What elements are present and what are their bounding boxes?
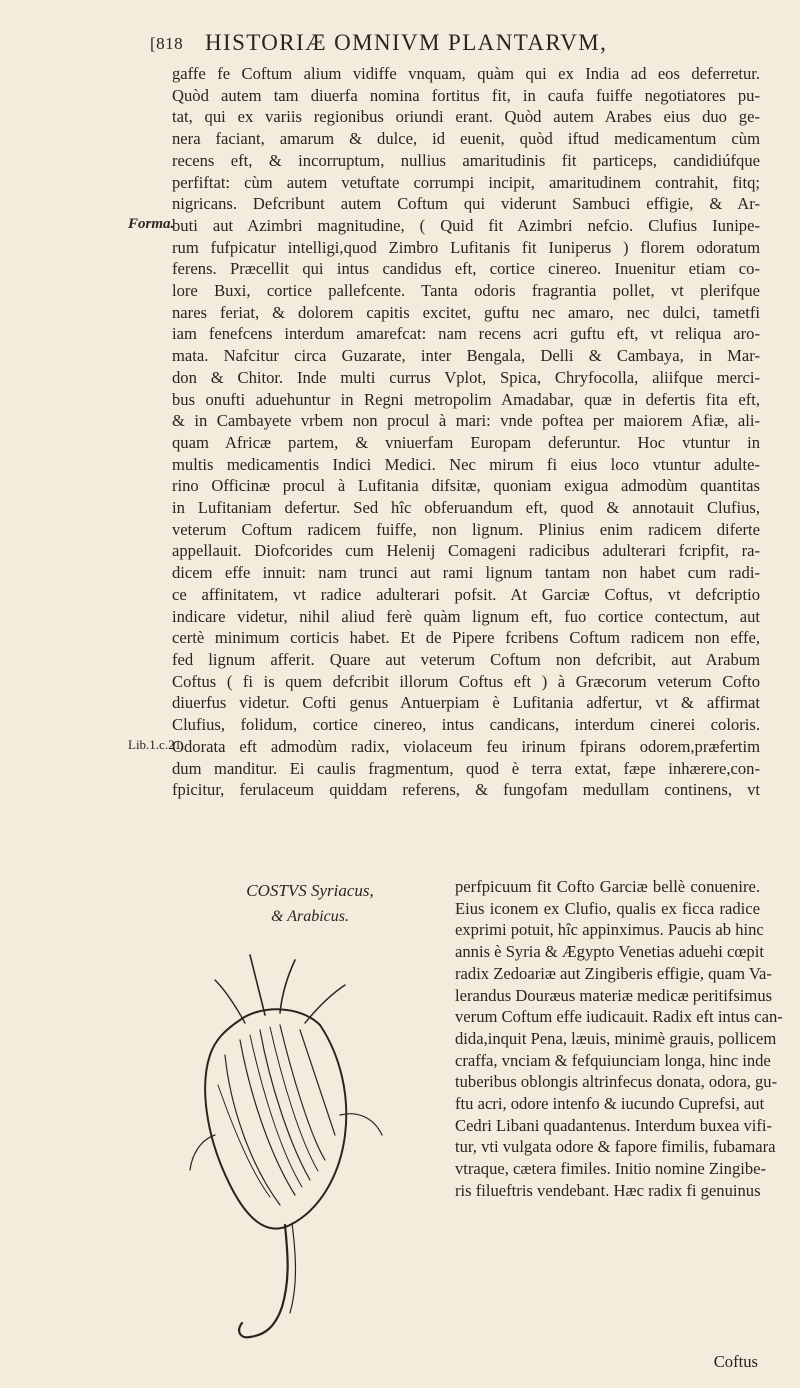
costus-root-illustration [170, 935, 435, 1355]
text-line: dida,inquit Pena, læuis, minimè grauis, pollicem [455, 1028, 777, 1048]
text-line: in Lufitaniam defertur. Sed hîc obferuandum eft, quod & annotauit Clufius, [172, 498, 760, 518]
text-line: appellauit. Diofcorides cum Helenij Comageni radicibus adulterari fcripfit, ra- [172, 541, 760, 561]
running-title: HISTORIÆ OMNIVM PLANTARVM, [205, 30, 608, 55]
text-line: iam fenefcens interdum amarefcat: nam recens acri guftu eft, vt reliqua aro- [172, 324, 760, 344]
margin-note-forma: Forma. [128, 216, 175, 232]
text-line: & in Cambayete vrbem non procul à mari: vnde poftea per maiorem Afiæ, ali- [172, 411, 760, 431]
caption-subtitle: & Arabicus. [271, 908, 349, 925]
text-line: Odorata eft admodùm radix, violaceum feu irinum fpirans odorem,præfertim [172, 736, 760, 756]
text-line: gaffe fe Coftum alium vidiffe vnquam, quàm qui ex India ad eos deferretur. [172, 64, 760, 83]
text-line: ftu acri, odore intenfo & iucundo Cuprefsi, aut [455, 1094, 765, 1114]
text-line: dum manditur. Ei caulis fragmentum, quod è terra extat, fæpe inhærere,con- [172, 758, 760, 778]
text-line: perfiftat: cùm autem vetuftate corrumpi incipit, amaritudinem contrahit, fitq; [172, 172, 760, 192]
text-line: buti aut Azimbri magnitudine, ( Quid fit Azimbri nefcio. Clufius Iunipe- [172, 215, 760, 235]
text-line: Clufius, folidum, cortice cinereo, intus candicans, interdum cinerei coloris. [172, 715, 760, 735]
text-line: craffa, vnciam & fefquiunciam longa, hinc inde [455, 1050, 771, 1070]
text-line: don & Chitor. Inde multi currus Vplot, Spica, Chryfocolla, aliifque merci- [172, 367, 760, 387]
text-line: quam Africæ partem, & vniuerfam Europam deferuntur. Hoc vtuntur in [172, 432, 760, 452]
caption-title: COSTVS Syriacus, [246, 881, 374, 900]
text-line: tuberibus oblongis altrinfecus donata, odora, gu- [455, 1072, 778, 1092]
text-line: certè minimum corticis habet. Et de Pipere fcribens Coftum radicem non effe, [172, 628, 760, 648]
text-line: exprimi potuit, hîc appinximus. Paucis ab hinc [455, 920, 764, 940]
text-line: verum Coftum effe iudicauit. Radix eft intus can- [455, 1007, 783, 1027]
text-line: Cedri Libani quadantenus. Interdum buxea vifi- [455, 1115, 773, 1135]
text-line: nigricans. Defcribunt autem Coftum qui viderunt Sambuci effigie, & Ar- [172, 194, 760, 214]
text-line: recens eft, & incorruptum, nullius amaritudinis fit particeps, candidiúfque [172, 150, 760, 170]
text-line: tur, vti vulgata odore & fapore fimilis, fubamara [455, 1137, 776, 1157]
text-line: indicare videtur, nihil aliud ferè quàm lignum eft, fuo cortice contectum, aut [172, 606, 760, 626]
text-line: tat, qui ex variis regionibus oriundi erant. Quòd autem Arabes eius duo ge- [172, 107, 760, 127]
text-line: rum fufpicatur intelligi,quod Zimbro Lufitanis fit Iuniperus ) florem odoratum [172, 237, 760, 257]
text-line: diuerfus videtur. Cofti genus Antuerpiam è Lufitania adfertur, vt & affirmat [172, 693, 760, 713]
text-line: Eius iconem ex Clufio, qualis ex ficca radice [455, 898, 760, 918]
text-line: ce affinitatem, vt radice adulterari pofsit. At Garciæ Coftus, vt defcriptio [172, 584, 760, 604]
text-line: mata. Nafcitur circa Guzarate, inter Bengala, Delli & Cambaya, in Mar- [172, 346, 760, 366]
text-line: dicem effe innuit: nam trunci aut rami lignum tantam non habet cum radi- [172, 563, 760, 583]
text-line: veterum Coftum radicem fuiffe, non lignum. Plinius enim radicem diferte [172, 519, 760, 539]
text-line: annis è Syria & Ægypto Venetias aduehi cœpit [455, 942, 764, 962]
figure-caption [175, 878, 445, 930]
text-line: bus onufti aduehuntur in Regni metropolim Amadabar, quæ in defertis fita eft, [172, 389, 760, 409]
page-number: [818 [150, 34, 184, 53]
text-line: ris filueftris vendebant. Hæc radix fi genuinus [455, 1180, 761, 1200]
text-line: lore Buxi, cortice pallefcente. Tanta odoris fragrantia pollet, vt plerifque [172, 281, 760, 301]
text-line: fpicitur, ferulaceum quiddam referens, & fungofam medullam continens, vt [172, 780, 760, 800]
margin-reference: Lib.1.c.21. [128, 737, 185, 752]
text-line: lerandus Douræus materiæ medicæ peritifsimus [455, 985, 773, 1005]
text-line: Coftus ( fi is quem defcribit illorum Coftus eft ) à Græcorum veterum Cofto [172, 671, 760, 691]
text-line: nera faciant, amarum & dulce, id euenit, quòd iftud medicamentum cùm [172, 129, 760, 149]
text-line: nares feriat, & dolorem capitis excitet, guftu nec amaro, nec dulci, tametfi [172, 302, 760, 322]
main-text-block [172, 63, 760, 801]
text-line: fed lignum afferit. Quare aut veterum Coftum non defcribit, aut Arabum [172, 649, 760, 669]
text-line: Quòd autem tam diuerfa nomina fortitus fit, in caufa fuiffe negotiatores pu- [172, 85, 760, 105]
text-line: vtraque, cætera fimiles. Initio nomine Zingibe- [455, 1159, 767, 1179]
text-line: ferens. Præcellit qui intus candidus eft, cortice cinereo. Inuenitur etiam co- [172, 259, 760, 279]
text-line: perfpicuum fit Cofto Garciæ bellè conuenire. [455, 877, 760, 896]
lower-text-column [455, 876, 783, 1202]
catchword: Coftus [713, 1352, 758, 1371]
text-line: radix Zedoariæ aut Zingiberis effigie, quam Va- [455, 963, 772, 983]
text-line: multis medicamentis Indici Medici. Nec mirum fi eius loco vtuntur adulte- [172, 454, 760, 474]
text-line: rino Officinæ procul à Lufitania difsitæ, quoniam exigua admodùm quantitas [172, 476, 760, 496]
